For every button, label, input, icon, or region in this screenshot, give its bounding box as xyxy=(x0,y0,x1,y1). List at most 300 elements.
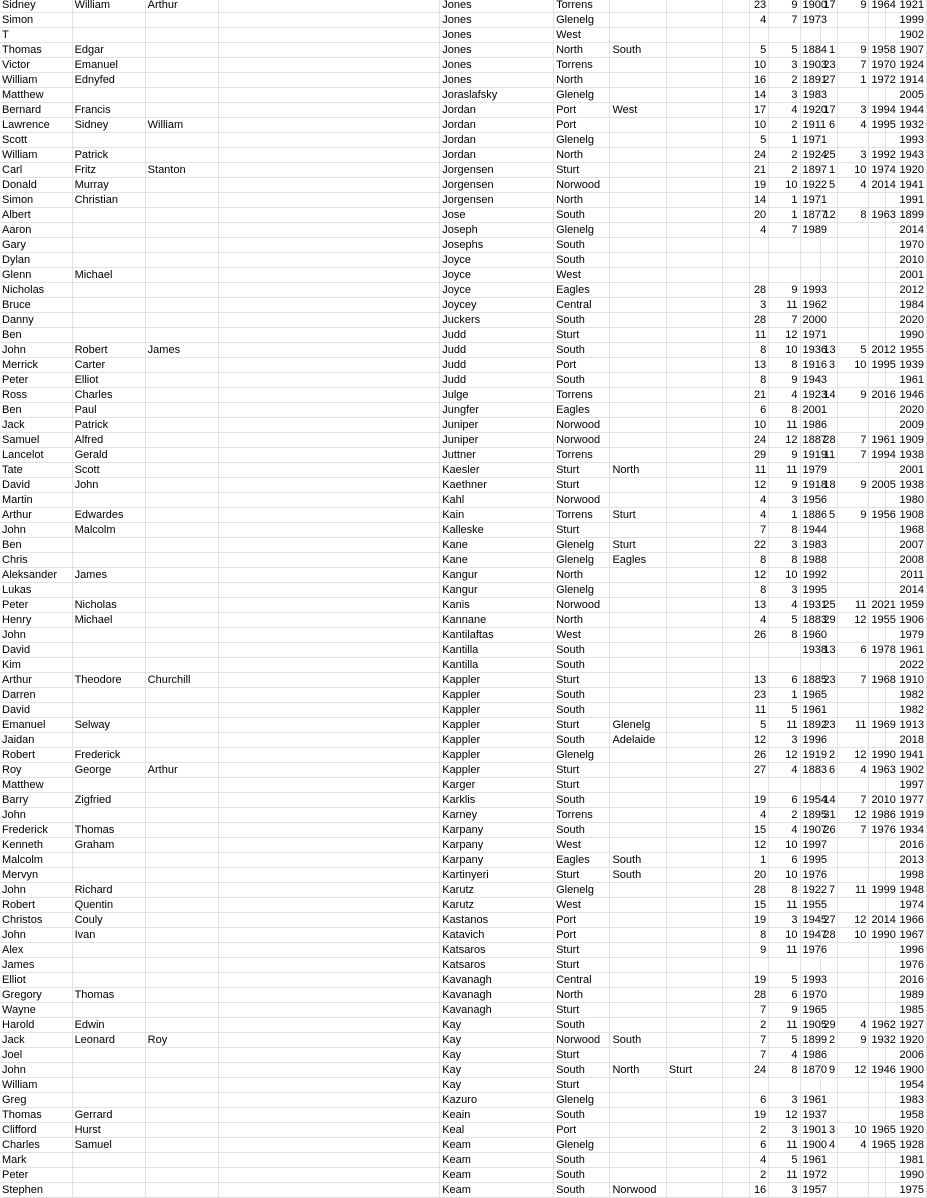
table-cell[interactable] xyxy=(218,418,439,433)
table-cell[interactable]: 13 xyxy=(750,358,769,373)
table-cell[interactable]: Stephen xyxy=(0,1183,72,1198)
table-cell[interactable] xyxy=(838,553,869,568)
table-cell[interactable]: 1968 xyxy=(886,523,927,538)
table-cell[interactable]: Torrens xyxy=(554,448,610,463)
table-cell[interactable]: 1962 xyxy=(800,298,821,313)
table-cell[interactable]: 28 xyxy=(750,283,769,298)
table-cell[interactable]: 26 xyxy=(750,748,769,763)
table-cell[interactable]: 23 xyxy=(821,718,838,733)
table-cell[interactable]: 6 xyxy=(769,853,800,868)
table-cell[interactable]: Karpany xyxy=(440,838,554,853)
table-cell[interactable]: Simon xyxy=(0,13,72,28)
table-cell[interactable]: 11 xyxy=(750,328,769,343)
table-cell[interactable]: 1964 xyxy=(869,0,886,13)
table-cell[interactable] xyxy=(838,583,869,598)
table-cell[interactable]: Gary xyxy=(0,238,72,253)
table-cell[interactable] xyxy=(610,328,666,343)
table-cell[interactable] xyxy=(666,208,722,223)
table-cell[interactable]: 1983 xyxy=(886,1093,927,1108)
table-cell[interactable] xyxy=(723,868,750,883)
table-cell[interactable]: Eagles xyxy=(554,283,610,298)
table-cell[interactable]: 2007 xyxy=(886,538,927,553)
table-cell[interactable]: Glenelg xyxy=(554,553,610,568)
table-cell[interactable]: Julge xyxy=(440,388,554,403)
table-cell[interactable] xyxy=(723,1078,750,1093)
table-cell[interactable] xyxy=(723,838,750,853)
table-cell[interactable]: Mark xyxy=(0,1153,72,1168)
table-cell[interactable]: 7 xyxy=(769,13,800,28)
table-cell[interactable]: 1988 xyxy=(800,553,821,568)
table-cell[interactable]: North xyxy=(554,73,610,88)
table-cell[interactable]: 1943 xyxy=(886,148,927,163)
table-cell[interactable]: Judd xyxy=(440,373,554,388)
table-cell[interactable] xyxy=(145,613,218,628)
table-cell[interactable] xyxy=(666,373,722,388)
table-cell[interactable]: Elliot xyxy=(0,973,72,988)
table-cell[interactable]: 10 xyxy=(769,568,800,583)
table-cell[interactable] xyxy=(610,838,666,853)
table-cell[interactable]: 1961 xyxy=(800,1153,821,1168)
table-cell[interactable]: 13 xyxy=(821,643,838,658)
table-cell[interactable] xyxy=(666,28,722,43)
table-cell[interactable]: 1970 xyxy=(800,988,821,1003)
table-cell[interactable]: 1954 xyxy=(886,1078,927,1093)
table-cell[interactable]: Sturt xyxy=(610,538,666,553)
table-cell[interactable]: 2006 xyxy=(886,1048,927,1063)
table-cell[interactable]: Lawrence xyxy=(0,118,72,133)
table-cell[interactable]: 7 xyxy=(838,448,869,463)
table-cell[interactable] xyxy=(145,1078,218,1093)
table-cell[interactable]: Torrens xyxy=(554,508,610,523)
table-cell[interactable]: 2 xyxy=(769,148,800,163)
table-cell[interactable]: 3 xyxy=(821,358,838,373)
table-cell[interactable]: 4 xyxy=(750,493,769,508)
table-cell[interactable] xyxy=(723,778,750,793)
table-cell[interactable]: Bernard xyxy=(0,103,72,118)
table-cell[interactable]: Jack xyxy=(0,1033,72,1048)
table-cell[interactable]: 1977 xyxy=(886,793,927,808)
table-cell[interactable]: 11 xyxy=(769,898,800,913)
table-cell[interactable] xyxy=(610,1168,666,1183)
table-cell[interactable] xyxy=(869,568,886,583)
table-cell[interactable] xyxy=(869,658,886,673)
table-cell[interactable]: 1985 xyxy=(886,1003,927,1018)
table-cell[interactable] xyxy=(145,898,218,913)
table-cell[interactable] xyxy=(821,28,838,43)
table-cell[interactable] xyxy=(821,958,838,973)
table-cell[interactable]: Nicholas xyxy=(0,283,72,298)
table-cell[interactable]: 3 xyxy=(750,298,769,313)
table-cell[interactable] xyxy=(145,223,218,238)
table-cell[interactable] xyxy=(869,553,886,568)
table-cell[interactable]: Samuel xyxy=(0,433,72,448)
table-cell[interactable]: 11 xyxy=(750,703,769,718)
table-cell[interactable] xyxy=(666,1078,722,1093)
table-cell[interactable] xyxy=(800,1078,821,1093)
table-cell[interactable]: John xyxy=(72,478,145,493)
table-cell[interactable] xyxy=(218,463,439,478)
table-cell[interactable]: Kane xyxy=(440,538,554,553)
table-cell[interactable] xyxy=(838,1183,869,1198)
table-cell[interactable]: 8 xyxy=(769,358,800,373)
table-cell[interactable] xyxy=(869,1108,886,1123)
table-cell[interactable] xyxy=(666,298,722,313)
table-cell[interactable] xyxy=(869,868,886,883)
table-cell[interactable]: 7 xyxy=(750,523,769,538)
table-cell[interactable] xyxy=(769,268,800,283)
table-cell[interactable]: 1979 xyxy=(886,628,927,643)
table-cell[interactable]: 1984 xyxy=(886,298,927,313)
table-cell[interactable]: Leonard xyxy=(72,1033,145,1048)
table-cell[interactable] xyxy=(610,613,666,628)
table-cell[interactable] xyxy=(145,1153,218,1168)
table-cell[interactable]: 1938 xyxy=(886,448,927,463)
table-cell[interactable] xyxy=(72,253,145,268)
table-cell[interactable] xyxy=(145,643,218,658)
table-cell[interactable]: George xyxy=(72,763,145,778)
table-cell[interactable]: Port xyxy=(554,928,610,943)
table-cell[interactable] xyxy=(800,268,821,283)
table-cell[interactable]: Elliot xyxy=(72,373,145,388)
table-cell[interactable]: 1976 xyxy=(800,868,821,883)
table-cell[interactable]: 11 xyxy=(750,463,769,478)
table-cell[interactable] xyxy=(838,658,869,673)
table-cell[interactable]: Churchill xyxy=(145,673,218,688)
table-cell[interactable]: 3 xyxy=(769,58,800,73)
table-cell[interactable] xyxy=(218,568,439,583)
table-cell[interactable] xyxy=(838,778,869,793)
table-cell[interactable]: 29 xyxy=(821,613,838,628)
table-cell[interactable] xyxy=(723,688,750,703)
table-cell[interactable]: 1932 xyxy=(886,118,927,133)
table-cell[interactable]: Keam xyxy=(440,1138,554,1153)
table-cell[interactable] xyxy=(145,1048,218,1063)
table-cell[interactable] xyxy=(610,88,666,103)
table-cell[interactable]: 1938 xyxy=(800,643,821,658)
table-cell[interactable]: 23 xyxy=(821,673,838,688)
table-cell[interactable]: 1956 xyxy=(800,493,821,508)
table-cell[interactable] xyxy=(218,973,439,988)
table-cell[interactable]: Glenelg xyxy=(554,883,610,898)
table-cell[interactable] xyxy=(218,658,439,673)
table-cell[interactable] xyxy=(769,28,800,43)
table-cell[interactable]: 2 xyxy=(750,1168,769,1183)
table-cell[interactable]: 2016 xyxy=(869,388,886,403)
table-cell[interactable] xyxy=(666,913,722,928)
table-cell[interactable] xyxy=(666,1168,722,1183)
table-cell[interactable]: 2009 xyxy=(886,418,927,433)
table-cell[interactable] xyxy=(723,733,750,748)
table-cell[interactable]: 1973 xyxy=(800,13,821,28)
table-cell[interactable]: 2 xyxy=(769,163,800,178)
table-cell[interactable]: South xyxy=(554,733,610,748)
table-cell[interactable] xyxy=(666,778,722,793)
table-cell[interactable] xyxy=(610,568,666,583)
table-cell[interactable]: Sidney xyxy=(72,118,145,133)
table-cell[interactable] xyxy=(666,343,722,358)
table-cell[interactable] xyxy=(218,1138,439,1153)
table-cell[interactable] xyxy=(838,418,869,433)
table-cell[interactable] xyxy=(869,988,886,1003)
table-cell[interactable]: Jones xyxy=(440,73,554,88)
table-cell[interactable] xyxy=(666,328,722,343)
table-cell[interactable]: Kappler xyxy=(440,673,554,688)
table-cell[interactable] xyxy=(218,358,439,373)
table-cell[interactable] xyxy=(218,43,439,58)
table-cell[interactable] xyxy=(218,628,439,643)
table-cell[interactable]: 10 xyxy=(769,178,800,193)
table-cell[interactable]: Norwood xyxy=(554,1033,610,1048)
table-cell[interactable] xyxy=(145,493,218,508)
table-cell[interactable] xyxy=(723,508,750,523)
table-cell[interactable]: 4 xyxy=(750,13,769,28)
table-cell[interactable]: 1971 xyxy=(800,193,821,208)
table-cell[interactable]: Arthur xyxy=(0,508,72,523)
table-cell[interactable] xyxy=(666,433,722,448)
table-cell[interactable] xyxy=(218,763,439,778)
table-cell[interactable] xyxy=(869,838,886,853)
table-cell[interactable] xyxy=(72,88,145,103)
table-cell[interactable]: Sturt xyxy=(666,1063,722,1078)
table-cell[interactable]: 2001 xyxy=(886,268,927,283)
table-cell[interactable]: Paul xyxy=(72,403,145,418)
table-cell[interactable] xyxy=(610,238,666,253)
table-cell[interactable]: Peter xyxy=(0,1168,72,1183)
table-cell[interactable] xyxy=(838,853,869,868)
table-cell[interactable] xyxy=(72,583,145,598)
table-cell[interactable]: 12 xyxy=(750,838,769,853)
table-cell[interactable] xyxy=(610,58,666,73)
table-cell[interactable] xyxy=(72,298,145,313)
table-cell[interactable]: 29 xyxy=(821,1018,838,1033)
table-cell[interactable]: 1920 xyxy=(800,103,821,118)
table-cell[interactable] xyxy=(723,628,750,643)
table-cell[interactable] xyxy=(800,28,821,43)
table-cell[interactable]: Greg xyxy=(0,1093,72,1108)
table-cell[interactable]: Frederick xyxy=(72,748,145,763)
table-cell[interactable] xyxy=(723,898,750,913)
table-cell[interactable]: Karpany xyxy=(440,823,554,838)
table-cell[interactable] xyxy=(218,1168,439,1183)
table-cell[interactable] xyxy=(769,658,800,673)
table-cell[interactable] xyxy=(869,298,886,313)
table-cell[interactable]: 1943 xyxy=(800,373,821,388)
table-cell[interactable] xyxy=(723,163,750,178)
table-cell[interactable]: Danny xyxy=(0,313,72,328)
table-cell[interactable]: Glenn xyxy=(0,268,72,283)
table-cell[interactable] xyxy=(838,253,869,268)
table-cell[interactable]: 2005 xyxy=(886,88,927,103)
table-cell[interactable] xyxy=(145,628,218,643)
table-cell[interactable] xyxy=(145,583,218,598)
table-cell[interactable] xyxy=(610,658,666,673)
table-cell[interactable] xyxy=(723,1183,750,1198)
table-cell[interactable] xyxy=(723,43,750,58)
table-cell[interactable]: Port xyxy=(554,1123,610,1138)
table-cell[interactable]: Martin xyxy=(0,493,72,508)
table-cell[interactable]: 1961 xyxy=(886,643,927,658)
table-cell[interactable]: 2011 xyxy=(886,568,927,583)
table-cell[interactable]: 4 xyxy=(769,823,800,838)
table-cell[interactable]: Bruce xyxy=(0,298,72,313)
table-cell[interactable]: 12 xyxy=(838,613,869,628)
table-cell[interactable]: 1941 xyxy=(886,178,927,193)
table-cell[interactable] xyxy=(72,868,145,883)
table-cell[interactable]: 10 xyxy=(838,928,869,943)
table-cell[interactable] xyxy=(750,238,769,253)
table-cell[interactable] xyxy=(145,358,218,373)
table-cell[interactable]: Frederick xyxy=(0,823,72,838)
table-cell[interactable]: 1946 xyxy=(886,388,927,403)
table-cell[interactable] xyxy=(218,673,439,688)
table-cell[interactable]: Michael xyxy=(72,268,145,283)
table-cell[interactable] xyxy=(666,1093,722,1108)
table-cell[interactable] xyxy=(838,298,869,313)
table-cell[interactable] xyxy=(145,433,218,448)
table-cell[interactable]: 1 xyxy=(750,853,769,868)
table-cell[interactable]: Karutz xyxy=(440,883,554,898)
table-cell[interactable] xyxy=(72,223,145,238)
table-cell[interactable]: 8 xyxy=(750,343,769,358)
table-cell[interactable] xyxy=(821,253,838,268)
table-cell[interactable]: 24 xyxy=(750,148,769,163)
table-cell[interactable] xyxy=(723,808,750,823)
table-cell[interactable] xyxy=(610,928,666,943)
table-cell[interactable] xyxy=(666,643,722,658)
table-cell[interactable]: South xyxy=(554,1063,610,1078)
table-cell[interactable] xyxy=(666,268,722,283)
table-cell[interactable] xyxy=(869,403,886,418)
table-cell[interactable]: Joraslafsky xyxy=(440,88,554,103)
table-cell[interactable] xyxy=(145,718,218,733)
table-cell[interactable] xyxy=(838,238,869,253)
table-cell[interactable] xyxy=(869,88,886,103)
table-cell[interactable]: 1965 xyxy=(869,1123,886,1138)
table-cell[interactable] xyxy=(610,178,666,193)
table-cell[interactable] xyxy=(869,1153,886,1168)
table-cell[interactable]: 1978 xyxy=(869,643,886,658)
table-cell[interactable]: 2014 xyxy=(886,223,927,238)
table-cell[interactable] xyxy=(610,883,666,898)
table-cell[interactable] xyxy=(145,13,218,28)
table-cell[interactable] xyxy=(838,898,869,913)
table-cell[interactable]: 9 xyxy=(769,478,800,493)
table-cell[interactable]: 8 xyxy=(750,928,769,943)
table-cell[interactable]: Roy xyxy=(0,763,72,778)
table-cell[interactable]: Sturt xyxy=(554,868,610,883)
table-cell[interactable] xyxy=(838,133,869,148)
table-cell[interactable]: 12 xyxy=(838,808,869,823)
table-cell[interactable]: 1936 xyxy=(800,343,821,358)
table-cell[interactable]: 1979 xyxy=(800,463,821,478)
table-cell[interactable] xyxy=(218,478,439,493)
table-cell[interactable] xyxy=(838,733,869,748)
table-cell[interactable]: 4 xyxy=(838,1018,869,1033)
table-cell[interactable] xyxy=(723,28,750,43)
table-cell[interactable]: South xyxy=(554,238,610,253)
table-cell[interactable] xyxy=(723,358,750,373)
table-cell[interactable] xyxy=(666,853,722,868)
table-cell[interactable]: 12 xyxy=(838,1063,869,1078)
table-cell[interactable] xyxy=(800,958,821,973)
table-cell[interactable] xyxy=(145,1003,218,1018)
table-cell[interactable]: Joyce xyxy=(440,268,554,283)
table-cell[interactable]: 1919 xyxy=(800,748,821,763)
table-cell[interactable] xyxy=(723,88,750,103)
table-cell[interactable] xyxy=(869,523,886,538)
table-cell[interactable] xyxy=(218,523,439,538)
table-cell[interactable]: Matthew xyxy=(0,778,72,793)
table-cell[interactable]: Edwardes xyxy=(72,508,145,523)
table-cell[interactable] xyxy=(838,403,869,418)
table-cell[interactable]: 19 xyxy=(750,913,769,928)
table-cell[interactable] xyxy=(145,808,218,823)
table-cell[interactable]: 1990 xyxy=(886,328,927,343)
table-cell[interactable]: Norwood xyxy=(554,493,610,508)
table-cell[interactable]: 1991 xyxy=(886,193,927,208)
table-cell[interactable]: Scott xyxy=(72,463,145,478)
table-cell[interactable]: 9 xyxy=(838,43,869,58)
table-cell[interactable]: Kappler xyxy=(440,718,554,733)
table-cell[interactable] xyxy=(218,853,439,868)
table-cell[interactable]: 4 xyxy=(838,178,869,193)
table-cell[interactable] xyxy=(666,448,722,463)
table-cell[interactable] xyxy=(869,703,886,718)
table-cell[interactable] xyxy=(869,373,886,388)
table-cell[interactable]: South xyxy=(554,1108,610,1123)
table-cell[interactable] xyxy=(869,853,886,868)
table-cell[interactable] xyxy=(666,13,722,28)
table-cell[interactable]: John xyxy=(0,928,72,943)
table-cell[interactable] xyxy=(145,88,218,103)
table-cell[interactable]: 3 xyxy=(769,733,800,748)
table-cell[interactable]: Glenelg xyxy=(554,583,610,598)
table-cell[interactable]: Lancelot xyxy=(0,448,72,463)
table-cell[interactable] xyxy=(218,718,439,733)
table-cell[interactable] xyxy=(72,1048,145,1063)
table-cell[interactable]: 1968 xyxy=(869,673,886,688)
table-cell[interactable]: 1899 xyxy=(886,208,927,223)
table-cell[interactable]: Kay xyxy=(440,1048,554,1063)
table-cell[interactable]: 1911 xyxy=(800,118,821,133)
table-cell[interactable]: Samuel xyxy=(72,1138,145,1153)
table-cell[interactable]: Kangur xyxy=(440,583,554,598)
table-cell[interactable]: Karpany xyxy=(440,853,554,868)
table-cell[interactable]: West xyxy=(554,628,610,643)
table-cell[interactable]: North xyxy=(554,988,610,1003)
table-cell[interactable] xyxy=(72,1168,145,1183)
table-cell[interactable]: 9 xyxy=(838,508,869,523)
table-cell[interactable] xyxy=(838,1048,869,1063)
table-cell[interactable] xyxy=(610,448,666,463)
table-cell[interactable] xyxy=(838,523,869,538)
table-cell[interactable]: 14 xyxy=(821,388,838,403)
table-cell[interactable] xyxy=(72,283,145,298)
table-cell[interactable]: 1934 xyxy=(886,823,927,838)
table-cell[interactable] xyxy=(666,238,722,253)
table-cell[interactable] xyxy=(610,628,666,643)
table-cell[interactable]: 1989 xyxy=(800,223,821,238)
table-cell[interactable]: Gregory xyxy=(0,988,72,1003)
table-cell[interactable]: Donald xyxy=(0,178,72,193)
table-cell[interactable]: 11 xyxy=(769,1138,800,1153)
table-cell[interactable] xyxy=(666,1018,722,1033)
table-cell[interactable] xyxy=(666,1108,722,1123)
table-cell[interactable]: 10 xyxy=(838,1123,869,1138)
table-cell[interactable]: Glenelg xyxy=(554,1138,610,1153)
table-cell[interactable] xyxy=(723,493,750,508)
table-cell[interactable]: Joycey xyxy=(440,298,554,313)
